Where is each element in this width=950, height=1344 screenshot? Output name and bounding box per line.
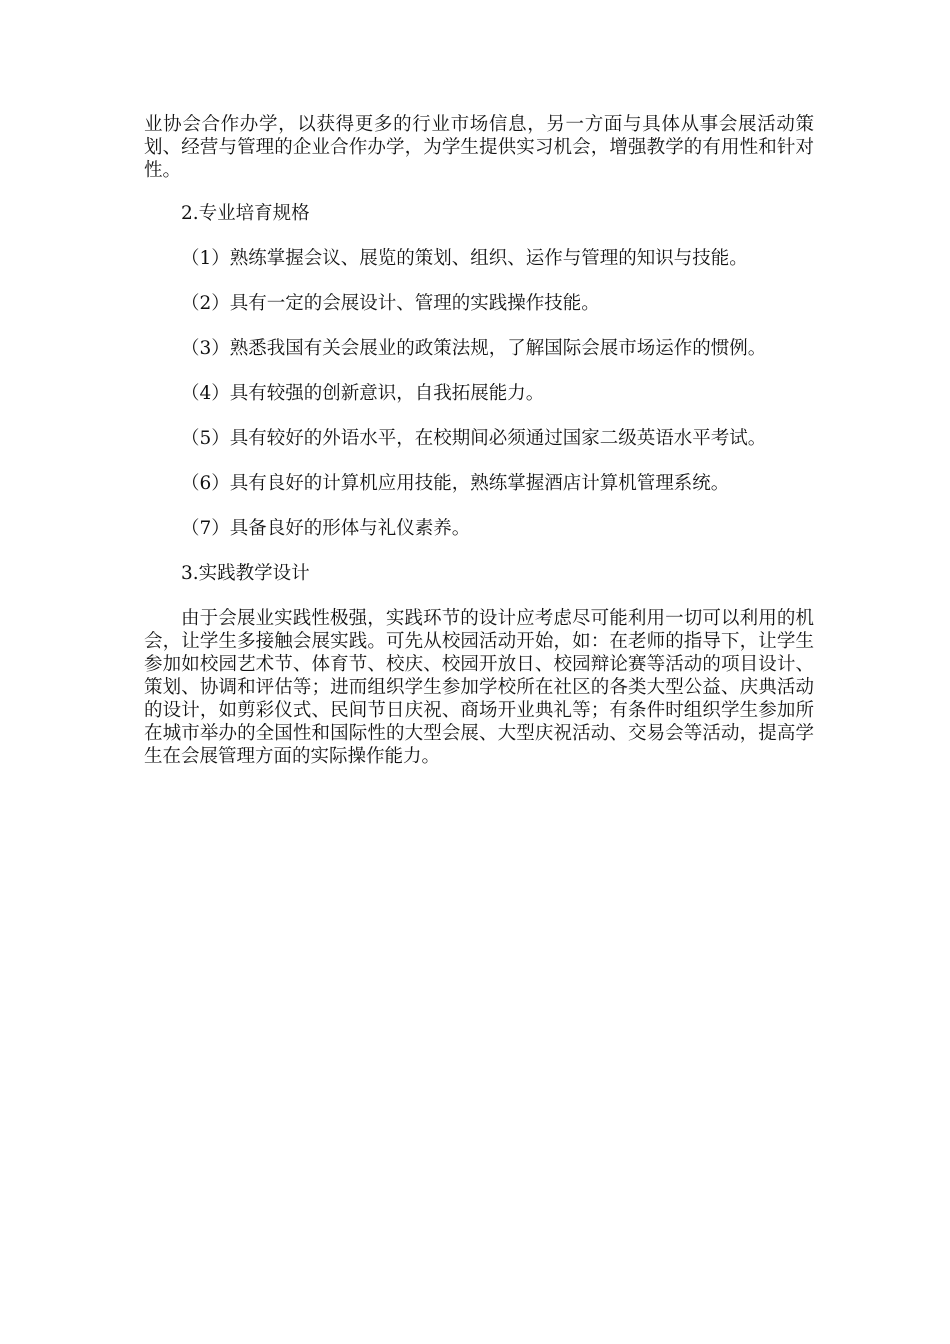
document-body [144,113,814,768]
list-item: （5）具有较好的外语水平，在校期间必须通过国家二级英语水平考试。 [181,428,767,449]
intro-paragraph: 业协会合作办学，以获得更多的行业市场信息，另一方面与具体从事会展活动策划、经营与管理的企业合作办学，为学生提供实习机会，增强教学的有用性和针对性。 [144,114,814,181]
section-heading-training-spec: 2.专业培育规格 [181,203,310,224]
list-item: （2）具有一定的会展设计、管理的实践操作技能。 [181,293,600,314]
list-item: （4）具有较强的创新意识，自我拓展能力。 [181,383,545,404]
practice-paragraph: 由于会展业实践性极强，实践环节的设计应考虑尽可能利用一切可以利用的机会，让学生多接触会展实践。可先从校园活动开始，如：在老师的指导下，让学生参加如校园艺术节、体育节、校庆、校园开放日、校园辩论赛等活动的项目设计、策划、协调和评估等；进而组织学生参加学校所在社区的各类大型公益、庆典活动的设计，如剪彩仪式、民间节日庆祝、商场开业典礼等；有条件时组织学生参加所在城市举办的全国性和国际性的大型会展、大型庆祝活动、交易会等活动，提高学生在会展管理方面的实际操作能力。 [144,608,814,767]
list-item: （3）熟悉我国有关会展业的政策法规，了解国际会展市场运作的惯例。 [181,338,767,359]
section-heading-practice-design: 3.实践教学设计 [181,563,310,584]
list-item: （7）具备良好的形体与礼仪素养。 [181,518,471,539]
list-item: （6）具有良好的计算机应用技能，熟练掌握酒店计算机管理系统。 [181,473,730,494]
list-item: （1）熟练掌握会议、展览的策划、组织、运作与管理的知识与技能。 [181,248,748,269]
